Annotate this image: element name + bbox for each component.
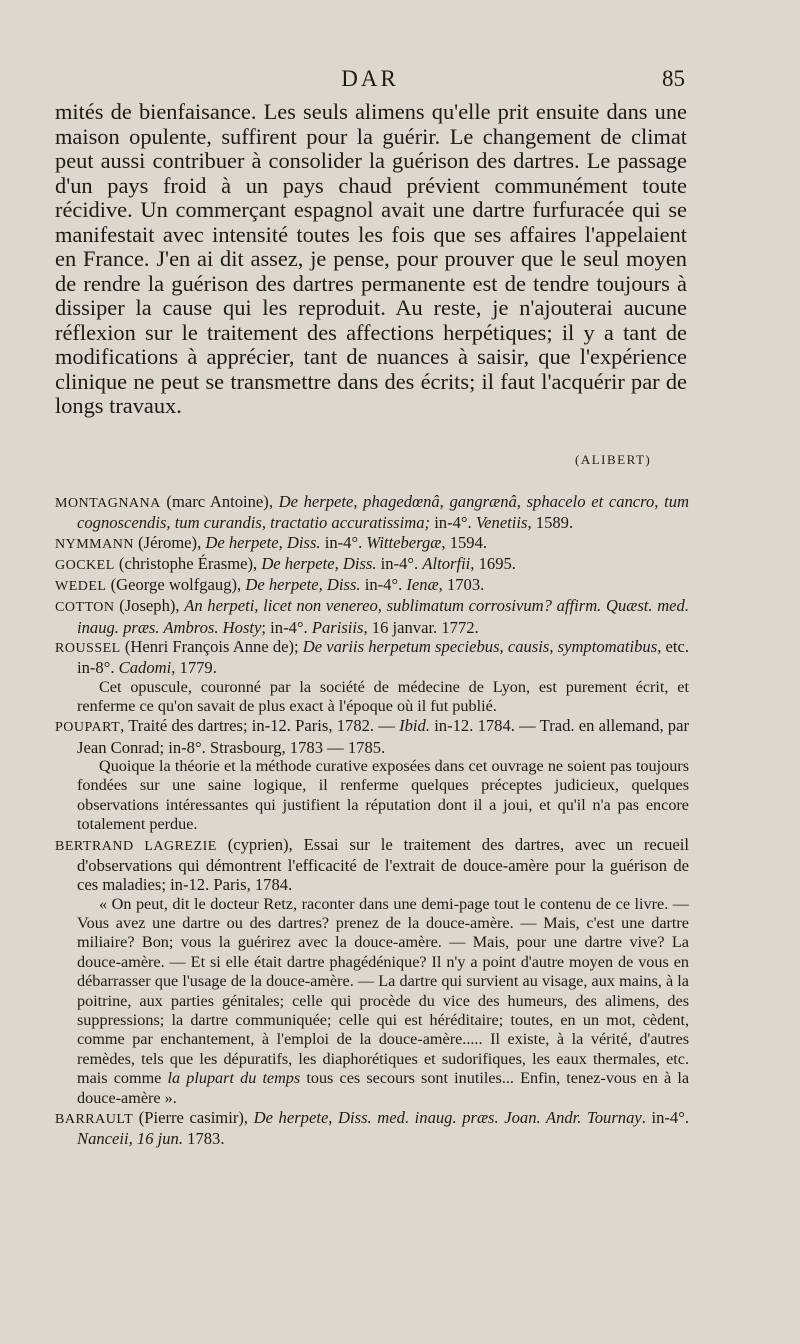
bib-author: BERTRAND LAGREZIE [55, 838, 217, 854]
bib-place: Cadomi [118, 658, 172, 678]
bib-entry-roussel [55, 637, 689, 678]
body-paragraph: mités de bienfaisance. Les seuls alimens qu'elle prit ensuite dans une maison opulente, suffirent pour la guérir. Le changement de climat peut aussi contribuer à consolider la guérison des dartres. Le passage d'un pays froid à un pays chaud prévient communément toute récidive. Un commerçant espagnol avait une dartre furfuracée qui se manifestait avec intensité toutes les fois que ses affaires l'appelaient en France. J'en ai dit assez, je pense, pour prouver que le seul moyen de rendre la guérison des dartres permanente est de tendre toujours à dissiper la cause qui les reproduit. Au reste, je n'ajouterai aucune réflexion sur le traitement des affections herpétiques; il y a tant de modifications à apprécier, tant de nuances à saisir, que l'expérience clinique ne peut se transmettre dans des écrits; il faut l'acquérir par de longs travaux. [55, 99, 687, 418]
bib-year: , 1589. [527, 513, 574, 533]
bib-year: , 1703. [438, 575, 485, 595]
main-text [55, 100, 687, 419]
bib-entry-poupart [55, 716, 689, 757]
bib-author-detail: (Henri François Anne de); [120, 637, 303, 657]
bib-detail-2: in-12. 1784. — Trad. en allemand, par Jean Conrad; in-8°. Strasbourg, 1783 — 1785. [77, 716, 689, 757]
bib-title: De herpete, Diss. [245, 575, 361, 595]
bib-detail: in-4°. [320, 532, 367, 552]
bib-author-detail: (Joseph), [114, 596, 185, 616]
bib-author: NYMMANN [55, 536, 134, 552]
bib-detail: (cyprien), Essai sur le traitement des dartres, avec un recueil d'observations qui démontrent l'efficacité de l'extrait de douce-amère pour la guérison de ces maladies; in-12. Paris, 1784. [77, 834, 689, 895]
bib-year: , 16 janvar. 1772. [363, 617, 479, 637]
quote-part-2: tous ces secours sont inutiles... Enfin, tenez-vous en à la douce-amère ». [77, 1069, 690, 1107]
bib-entry-barrault [55, 1108, 689, 1149]
bib-place: Parisiis [311, 617, 364, 637]
bib-detail: . in-4°. [641, 1108, 689, 1128]
bib-detail: in-4°. [430, 513, 476, 533]
bib-year: 1783. [183, 1129, 225, 1149]
bib-author-detail: (christophe Érasme), [114, 553, 262, 573]
bib-title: De herpete, Diss. med. inaug. præs. Joan. Andr. Tournay [253, 1108, 642, 1128]
bib-entry-bertrand [55, 835, 689, 895]
bib-note-poupart: Quoique la théorie et la méthode curative exposées dans cet ouvrage ne soient pas toujours fondées sur une saine logique, il renferme quelques préceptes judicieux, quelques observations intéressantes qui justifient la réputation dont il a joui, et qu'il n'a pas encore totalement perdue. [77, 757, 689, 834]
bib-ibid: Ibid. [399, 716, 430, 736]
bib-author: GOCKEL [55, 557, 115, 573]
bib-note-bertrand [77, 895, 689, 1108]
bib-entry-cotton [55, 596, 689, 637]
bib-author: ROUSSEL [55, 641, 121, 657]
bib-entry-montagnana [55, 492, 689, 533]
bib-detail: ; in-4°. [261, 617, 312, 637]
bib-title: An herpeti, licet non venereo, sublimatum corrosivum? affirm. Quæst. med. inaug. præs. Ambros. Hosty [77, 596, 689, 637]
bib-place: Venetiis [475, 513, 528, 533]
quote-part-1: « On peut, dit le docteur Retz, raconter dans une demi-page tout le contenu de ce livre. — Vous avez une dartre ou des dartres? prenez de la douce-amère. — Mais, c'est une dartre miliaire? Bon; vous la guérirez avec la douce-amère. — Mais, pour une dartre vive? La douce-amère. — Et si elle était dartre phagédénique? Il n'y a point d'autre moyen de vous en débarrasser que l'usage de la douce-amère. — La dartre qui survient au visage, aux mains, à la poitrine, aux parties génitales; celle qui procède du vice des humeurs, des alimens, des suppressions; la dartre communiquée; celle qui est héréditaire; toutes, en un mot, cèdent, comme par enchantement, à l'emploi de la douce-amère..... Il existe, à la vérité, d'autres remèdes, tels que les dépuratifs, les diaphorétiques et sudorifiques, les eaux thermales, etc. mais comme [77, 894, 689, 1088]
bib-author-detail: (George wolfgaug), [106, 575, 246, 595]
bib-detail: , etc. in-8°. [77, 637, 689, 678]
page-number: 85 [662, 66, 685, 91]
bib-place: Wittebergæ [366, 532, 442, 552]
bib-entry-nymmann [55, 533, 689, 554]
bib-author: WEDEL [55, 579, 107, 595]
bib-author: POUPART [55, 720, 121, 736]
bib-title: De herpete, Diss. [261, 553, 377, 573]
running-head: DAR [341, 66, 399, 91]
bib-place: Nanceii, 16 jun. [77, 1129, 184, 1149]
bib-author-detail: (Pierre casimir), [133, 1108, 254, 1128]
bib-place: Ienæ [406, 575, 439, 595]
bib-entry-wedel [55, 575, 689, 596]
bibliography [55, 492, 689, 1149]
bib-detail: in-4°. [360, 575, 407, 595]
bib-author: MONTAGNANA [55, 496, 161, 511]
quote-italic: la plupart du temps [167, 1069, 301, 1088]
author-signature: (ALIBERT) [575, 452, 652, 467]
bib-author-detail: (marc Antoine), [160, 492, 279, 511]
bib-place: Altorfii [422, 553, 471, 573]
page-header [55, 66, 685, 96]
bib-detail: in-4°. [376, 553, 423, 573]
bib-year: , 1594. [441, 532, 488, 552]
bib-year: , 1695. [470, 553, 516, 573]
bib-author: COTTON [55, 600, 115, 616]
bib-detail: , Traité des dartres; in-12. Paris, 1782. — [120, 716, 400, 736]
bib-title: De herpete, phagedœnâ, gangrænâ, sphacelo et cancro, tum cognoscendis, tum curandis, tractatio accuratissima; [77, 492, 689, 533]
bib-entry-gockel [55, 554, 689, 575]
bib-author: BARRAULT [55, 1112, 134, 1128]
bib-author-detail: (Jérome), [133, 532, 206, 552]
bib-title: De herpete, Diss. [205, 532, 321, 552]
bib-year: , 1779. [171, 658, 217, 678]
bib-note-roussel: Cet opuscule, couronné par la société de médecine de Lyon, est purement écrit, et renferme ce qu'on savait de plus exact à l'époque où il fut publié. [77, 677, 689, 716]
bib-title: De variis herpetum speciebus, causis, symptomatibus [302, 637, 658, 657]
